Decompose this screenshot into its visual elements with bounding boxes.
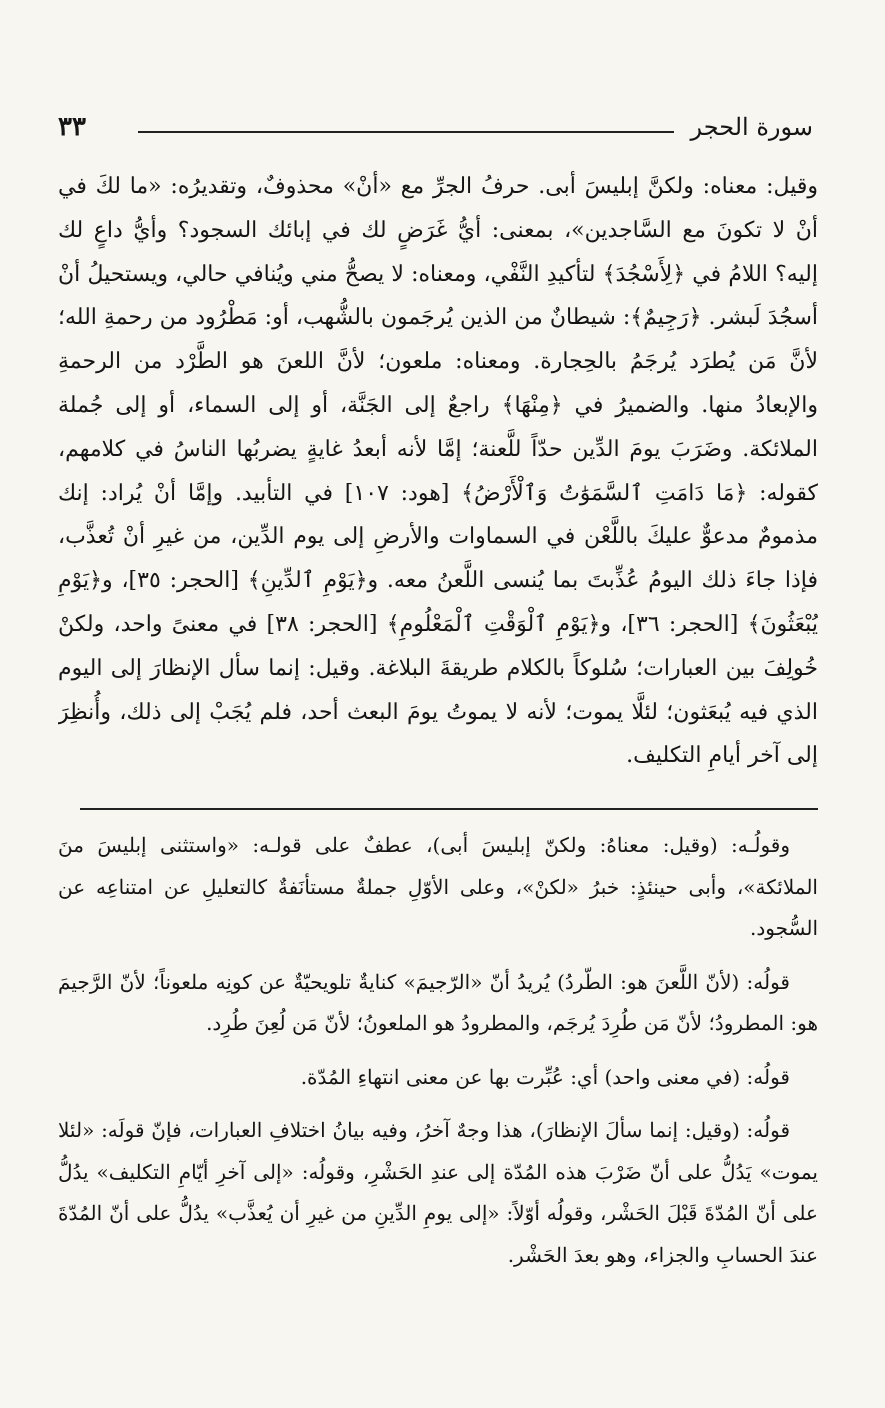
main-commentary-text: وقيل: معناه: ولكنَّ إبليسَ أبى. حرفُ الجرِّ مع «أنْ» محذوفٌ، وتقديرُه: «ما لكَ في أنْ لا تكونَ مع السَّاجدين»، بمعنى: أيُّ غَرَضٍ لك في إبائك السجود؟ وأيُّ داعٍ لك إليه؟ اللامُ في ﴿لِأَسْجُدَ﴾ لتأكيدِ النَّفْي، ومعناه: لا يصحُّ مني ويُنافي حالي، ويستحيلُ أنْ أسجُدَ لَبشر. ﴿رَجِيمٌ﴾: شيطانٌ من الذين يُرجَمون بالشُّهب، أو: مَطْرُود من رحمةِ الله؛ لأنَّ مَن يُطرَد يُرجَمُ بالحِجارة. ومعناه: ملعون؛ لأنَّ اللعنَ هو الطَّرْد من الرحمةِ والإبعادُ منها. والضميرُ في ﴿مِنْهَا﴾ راجعٌ إلى الجَنَّة، أو إلى السماء، أو إلى جُملة الملائكة. وضَرَبَ يومَ الدِّين حدّاً للَّعنة؛ إمَّا لأنه أبعدُ غايةٍ يضربُها الناسُ في كلامهم، كقوله: ﴿مَا دَامَتِ ٱلسَّمَوَٰتُ وَٱلْأَرْضُ﴾ [هود: ١٠٧] في التأبيد. وإمَّا أنْ يُراد: إنك مذمومٌ مدعوٌّ عليكَ باللَّعْن في السماوات والأرضِ إلى يوم الدِّين، من غيرِ أنْ تُعذَّب، فإذا جاءَ ذلك اليومُ عُذِّبتَ بما يُنسى اللَّعنُ معه. و﴿يَوْمِ ٱلدِّينِ﴾ [الحجر: ٣٥]، و﴿يَوْمِ يُبْعَثُونَ﴾ [الحجر: ٣٦]، و﴿يَوْمِ ٱلْوَقْتِ ٱلْمَعْلُومِ﴾ [الحجر: ٣٨] في معنىً واحد، ولكنْ خُولِفَ بين العبارات؛ سُلوكاً بالكلام طريقةَ البلاغة. وقيل: إنما سأل الإنظارَ إلى اليوم الذي فيه يُبعَثون؛ لئلَّا يموت؛ لأنه لا يموتُ يومَ البعث أحد، فلم يُجَبْ إلى ذلك، وأُنظِرَ إلى آخر أيامِ التكليف. (58, 174, 818, 769)
footnote-paragraph: قولُه: (لأنّ اللَّعنَ هو: الطّردُ) يُريدُ أنّ «الرّجيمَ» كنايةٌ تلويحيّةٌ عن كونِه ملعوناً؛ لأنّ الرَّجيمَ هو: المطرودُ؛ لأنّ مَن طُرِدَ يُرجَم، والمطرودُ هو الملعونُ؛ لأنّ مَن لُعِنَ طُرِد. (58, 969, 818, 1035)
surah-name: سورة الحجر (690, 113, 813, 141)
page-header (58, 103, 813, 151)
footnote-paragraph: قولُه: (في معنى واحد) أي: عُبِّرت بها عن معنى انتهاءِ المُدّة. (300, 1064, 790, 1089)
page-number: ٣٣ (58, 112, 86, 142)
footnote-paragraph: قولُه: (وقيل: إنما سألَ الإنظارَ)، هذا وجهٌ آخرُ، وفيه بيانُ اختلافِ العبارات، فإنّ قولَه: «لئلا يموت» يَدُلُّ على أنّ ضَرْبَ هذه المُدّة إلى عندِ الحَشْرِ، وقولُه: «إلى آخرِ أيّامِ التكليف» يدُلُّ على أنّ المُدّةَ قَبْلَ الحَشْر، وقولُه أوّلاً: «إلى يومِ الدِّينِ من غيرِ أن يُعذَّب» يدُلُّ على أنّ المُدّةَ عندَ الحسابِ والجزاء، وهو بعدَ الحَشْر. (58, 1118, 818, 1267)
footnote-separator (80, 808, 818, 810)
header-rule (138, 131, 674, 133)
footnotes-section (58, 825, 818, 1295)
footnote-paragraph: وقولُـه: (وقيل: معناهُ: ولكنّ إبليسَ أبى)، عطفٌ على قولـه: «واستثنى إبليسَ منَ الملائكة»، وأبى حينئذٍ: خبرُ «لكنْ»، وعلى الأوّلِ جملةٌ مستأنَفةٌ كالتعليلِ عن امتناعِه عن السُّجود. (58, 833, 818, 940)
